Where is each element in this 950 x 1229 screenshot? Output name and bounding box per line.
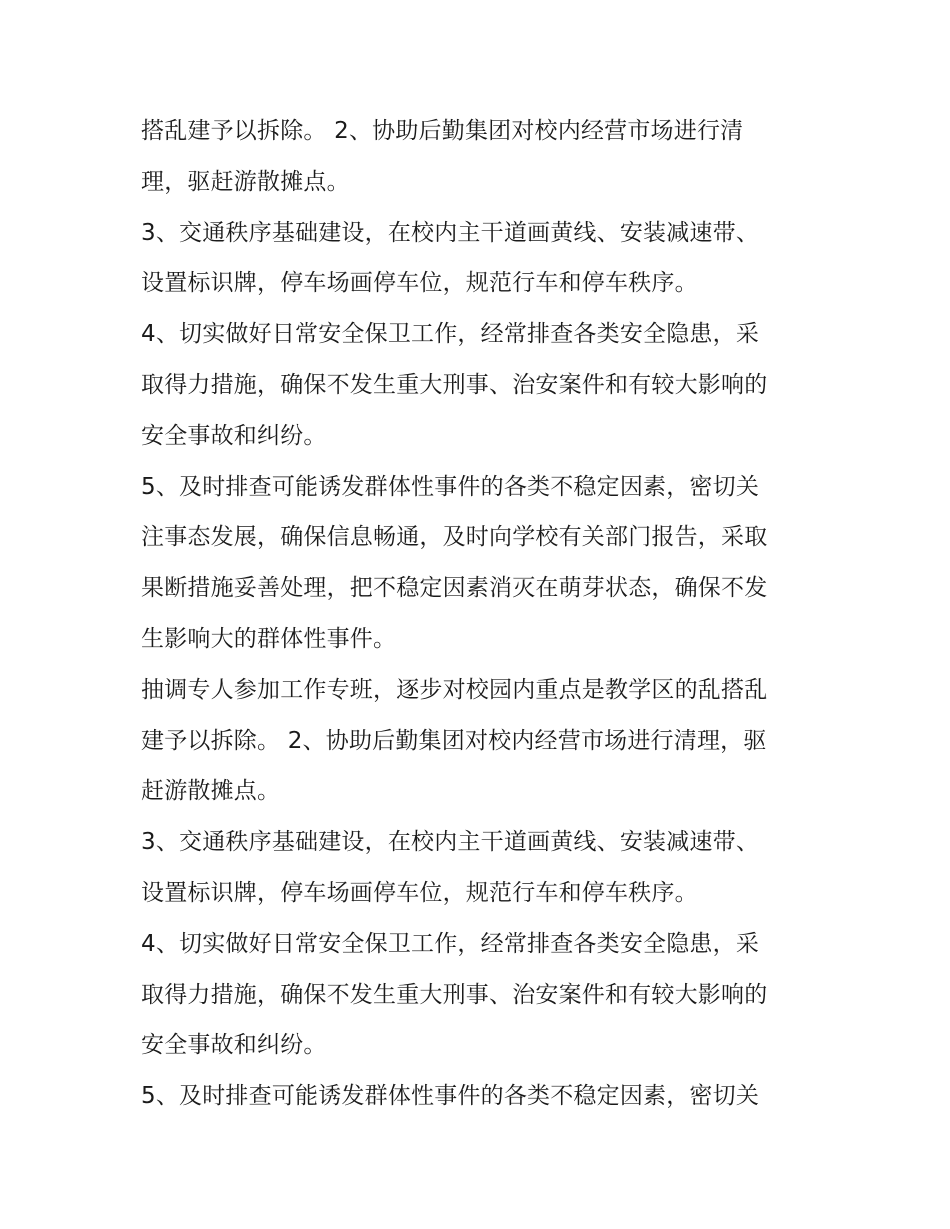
text-line: 5、及时排查可能诱发群体性事件的各类不稳定因素，密切关 (141, 1083, 760, 1110)
text-line: 取得力措施，确保不发生重大刑事、治安案件和有较大影响的 (141, 371, 768, 398)
text-line: 3、交通秩序基础建设，在校内主干道画黄线、安装减速带、 (141, 219, 760, 246)
text-line: 设置标识牌，停车场画停车位，规范行车和停车秩序。 (141, 879, 698, 906)
text-line: 生影响大的群体性事件。 (141, 625, 397, 652)
text-line: 赶游散摊点。 (141, 778, 281, 805)
text-line: 设置标识牌，停车场画停车位，规范行车和停车秩序。 (141, 270, 698, 297)
text-line: 4、切实做好日常安全保卫工作，经常排查各类安全隐患，采 (141, 930, 760, 957)
text-line: 注事态发展，确保信息畅通，及时向学校有关部门报告，采取 (141, 524, 768, 551)
text-line: 3、交通秩序基础建设，在校内主干道画黄线、安装减速带、 (141, 829, 760, 856)
text-line: 取得力措施，确保不发生重大刑事、治安案件和有较大影响的 (141, 981, 768, 1008)
text-line: 5、及时排查可能诱发群体性事件的各类不稳定因素，密切关 (141, 473, 760, 500)
text-line: 安全事故和纠纷。 (141, 1032, 327, 1059)
text-line: 搭乱建予以拆除。 2、协助后勤集团对校内经营市场进行清 (141, 118, 744, 144)
text-line: 安全事故和纠纷。 (141, 422, 327, 449)
text-line: 理，驱赶游散摊点。 (141, 168, 350, 195)
text-line: 抽调专人参加工作专班，逐步对校园内重点是教学区的乱搭乱 (141, 676, 768, 703)
body-text (141, 106, 821, 1122)
text-line: 建予以拆除。 2、协助后勤集团对校内经营市场进行清理，驱 (141, 727, 767, 754)
text-line: 4、切实做好日常安全保卫工作，经常排查各类安全隐患，采 (141, 321, 760, 348)
text-line: 果断措施妥善处理，把不稳定因素消灭在萌芽状态，确保不发 (141, 575, 768, 602)
